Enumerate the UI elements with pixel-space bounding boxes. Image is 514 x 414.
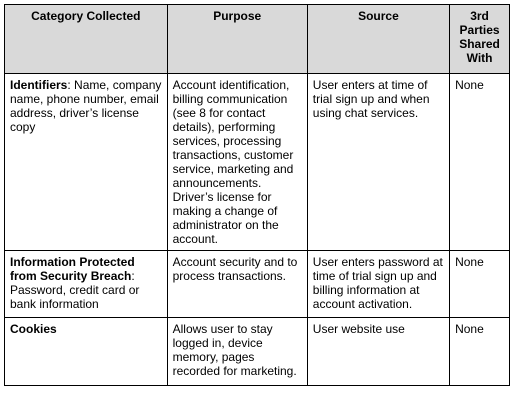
table-row [5, 318, 510, 386]
third-parties-cell: None [450, 251, 510, 318]
category-title: Information Protected from Security Breach [10, 255, 135, 283]
purpose-cell: Account identification, billing communication (see 8 for contact details), performing services, processing transactions, customer service, marketing and announcements. Driver’s license for making a change of administrator on the account. [167, 74, 307, 251]
third-parties-cell: None [450, 318, 510, 386]
third-parties-cell: None [450, 74, 510, 251]
header-third-parties: 3rd Parties Shared With [450, 5, 510, 74]
header-row [5, 5, 510, 74]
category-title: Cookies [10, 322, 57, 336]
header-category-collected: Category Collected [5, 5, 168, 74]
category-details: : Password, credit card or bank information [10, 269, 140, 311]
table-body [5, 74, 510, 386]
table-row [5, 251, 510, 318]
category-cell [5, 318, 168, 386]
category-cell [5, 251, 168, 318]
table-row [5, 74, 510, 251]
category-cell [5, 74, 168, 251]
header-source: Source [307, 5, 449, 74]
purpose-cell: Allows user to stay logged in, device memory, pages recorded for marketing. [167, 318, 307, 386]
source-cell: User website use [307, 318, 449, 386]
data-categories-table [4, 4, 510, 386]
category-title: Identifiers [10, 78, 68, 92]
header-purpose: Purpose [167, 5, 307, 74]
source-cell: User enters password at time of trial sign up and billing information at account activation. [307, 251, 449, 318]
source-cell: User enters at time of trial sign up and when using chat services. [307, 74, 449, 251]
table-header [5, 5, 510, 74]
category-details: : Name, company name, phone number, email address, driver’s license copy [10, 78, 162, 134]
purpose-cell: Account security and to process transactions. [167, 251, 307, 318]
